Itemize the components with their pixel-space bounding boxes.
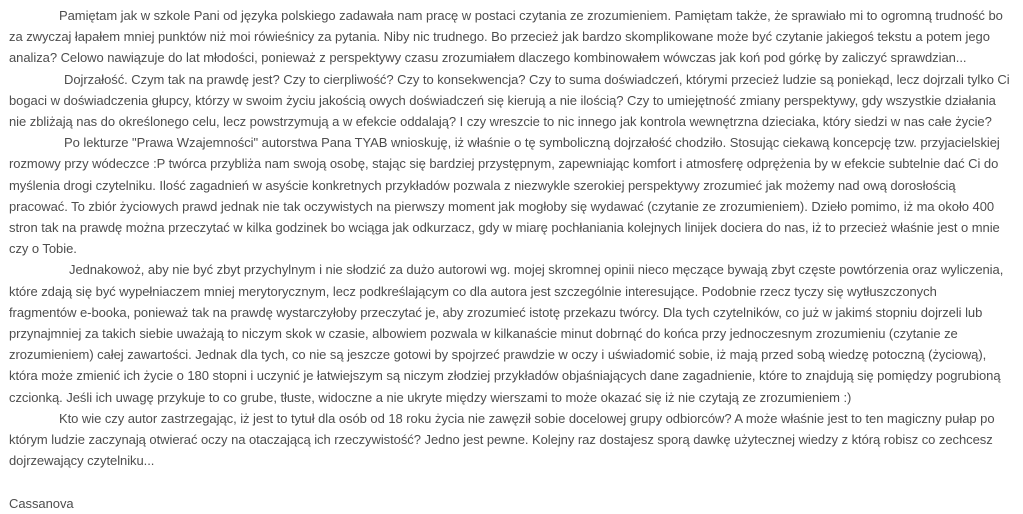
- text-line: którym ludzie zaczynają otwierać oczy na otaczającą ich rzeczywistość? Jedno jest pewne. Kolejny raz dostajesz sporą dawkę użytecznej wiedzy z którą robisz co zechcesz: [9, 432, 993, 448]
- text-line: czy o Tobie.: [9, 241, 77, 257]
- text-line: Dojrzałość. Czym tak na prawdę jest? Czy to cierpliwość? Czy to konsekwencja? Czy to suma doświadczeń, którymi przecież ludzie są poniekąd, lecz dojrzali tylko Ci: [64, 71, 1010, 87]
- text-line: za zwyczaj łapałem mniej punktów niż moi rówieśnicy za pytania. Niby nic trudnego. Bo przecież jak bardzo skomplikowane może być czytanie jakiegoś tekstu a potem jego: [9, 29, 990, 45]
- text-line: nie zbliżają nas do określonego celu, lecz powstrzymują a w efekcie oddalają? I czy wreszcie to nic innego jak kontrola wewnętrzna dzieciaka, który siedzi w nas całe życie?: [9, 114, 992, 130]
- text-line: która może zmienić ich życie o 180 stopni i uczynić je łatwiejszym są niczym złodziej przykładów objaśniających dane zagadnienie, które to znajdują się pomiędzy pogrubioną: [9, 368, 1001, 384]
- text-line: Kto wie czy autor zastrzegając, iż jest to tytuł dla osób od 18 roku życia nie zawęził sobie docelowej grupy odbiorców? A może właśnie jest to ten magiczny pułap po: [59, 410, 995, 426]
- text-line: zrozumieniem) całej zawartości. Jednak dla tych, co nie są jeszcze gotowi by spojrzeć prawdzie w oczy i uświadomić sobie, iż mają przed sobą wiedzę potoczną (życiową),: [9, 347, 987, 363]
- text-line: Po lekturze "Prawa Wzajemności" autorstwa Pana TYAB wnioskuję, iż właśnie o tę symboliczną dojrzałość chodziło. Stosując ciekawą koncepcję tzw. przyjacielskiej: [64, 135, 1000, 151]
- text-line: pracować. To zbiór życiowych prawd jednak nie tak oczywistych na pierwszy moment jak mogłoby się wydawać (czytanie ze zrozumieniem). Dzieło pomimo, iż ma około 400: [9, 198, 995, 214]
- text-line: rozmowy przy wódeczce :P twórca przybliża nam swoją osobę, stając się bardziej przystępnym, zapewniając komfort i atmosferę odprężenia by w efekcie subtelnie dać Ci do: [9, 156, 999, 172]
- paragraph-1: [9, 5, 1015, 69]
- paragraph-3: [9, 132, 1015, 259]
- signature-text: Cassanova: [9, 495, 74, 511]
- text-line: stron tak na prawdę można przeczytać w kilka godzinek bo wciąga jak odkurzacz, gdy w miarę pochłaniania kolejnych linijek dociera do nas, iż to przecież właśnie jest o mnie: [9, 220, 1000, 236]
- text-line: Pamiętam jak w szkole Pani od języka polskiego zadawała nam pracę w postaci czytania ze zrozumieniem. Pamiętam także, że sprawiało mi to ogromną trudność bo: [59, 8, 1003, 23]
- text-line: przynajmniej za takich siebie uważają to niczym skok w czasie, albowiem pozwala w kilkanaście minut dobrnąć do końca przy jednoczesnym zrozumieniu (czytanie ze: [9, 326, 958, 342]
- text-line: fragmentów e-booka, ponieważ tak na prawdę wystarczyłoby przeczytać je, aby zrozumieć istotę przekazu twórcy. Dla tych czytelników, co już w jakimś stopniu dojrzeli lub: [9, 304, 983, 320]
- text-line: które zdają się być wypełniaczem mniej merytorycznym, lecz podkreślającym co dla autora jest szczególnie interesujące. Podobnie rzecz tyczy się wytłuszczonych: [9, 283, 937, 299]
- text-line: bogaci w doświadczenia głupcy, którzy w swoim życiu jakością owych doświadczeń się kierują a nie ilością? Czy to umiejętność zmiany perspektywy, gdy wszystkie działania: [9, 92, 996, 108]
- text-line: Jednakowoż, aby nie być zbyt przychylnym i nie słodzić za dużo autorowi wg. mojej skromnej opinii nieco męczące bywają zbyt częste powtórzenia oraz wyliczenia,: [69, 262, 1004, 278]
- paragraph-5: [9, 408, 1015, 472]
- paragraph-2: [9, 69, 1015, 133]
- paragraph-4: [9, 259, 1015, 407]
- text-line: dojrzewający czytelniku...: [9, 453, 155, 469]
- signature: [9, 493, 1015, 514]
- text-line: czcionką. Jeśli ich uwagę przykuje to co grube, tłuste, widoczne a nie ukryte między wierszami to może okazać się iż nie czytają ze zrozumieniem :): [9, 389, 852, 405]
- text-line: myślenia drogi czytelniku. Ilość zagadnień w asyście konkretnych przykładów pozwala z niezwykle szerokiej perspektywy zrozumieć jak możemy nad ową dorosłością: [9, 177, 956, 193]
- text-line: analiza? Celowo nawiązuje do lat młodości, ponieważ z perspektywy czasu zrozumiałem dlaczego kombinowałem wówczas jak koń pod górkę by zaliczyć sprawdzian...: [9, 50, 967, 66]
- blank-line: [9, 471, 1015, 492]
